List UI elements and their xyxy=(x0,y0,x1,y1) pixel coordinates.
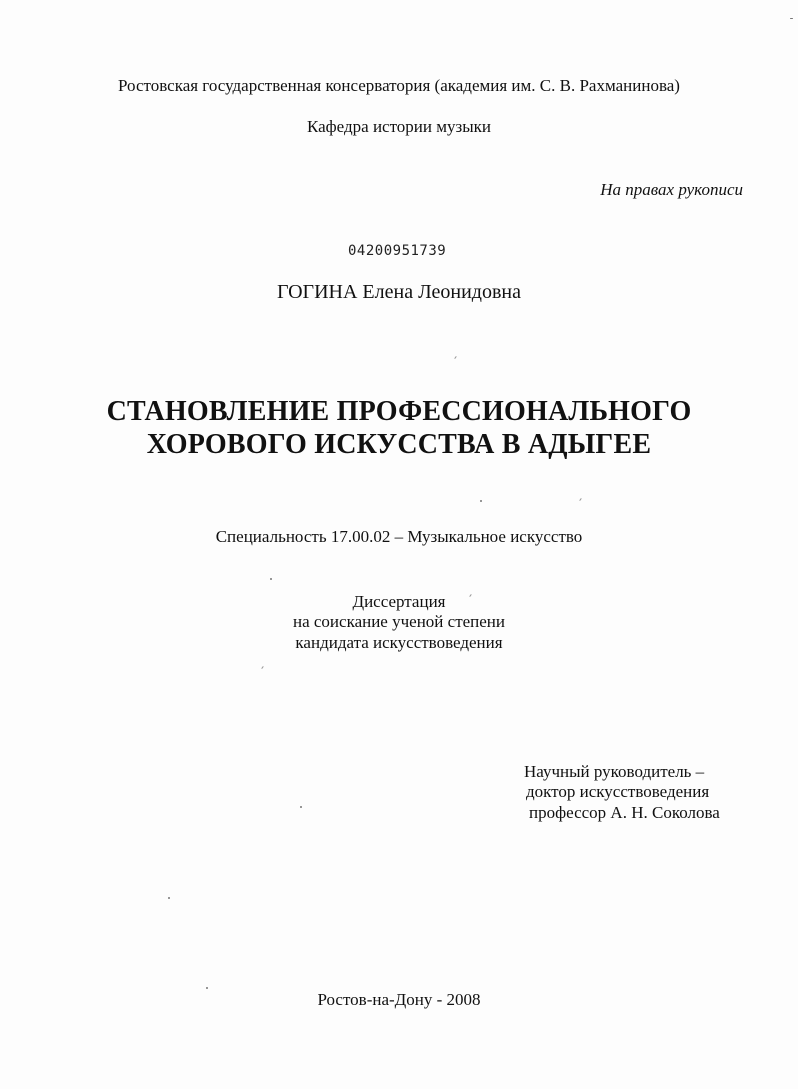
scan-speck xyxy=(790,18,793,19)
scan-speck xyxy=(480,500,482,502)
specialty-line: Специальность 17.00.02 – Музыкальное искусство xyxy=(215,527,583,546)
advisor-line-1: Научный руководитель – xyxy=(524,762,705,781)
scan-speck xyxy=(300,806,302,808)
scan-speck xyxy=(454,356,457,359)
title-line-1: СТАНОВЛЕНИЕ ПРОФЕССИОНАЛЬНОГО xyxy=(106,396,692,427)
scan-speck xyxy=(270,578,272,580)
institution-name: Ростовская государственная консерватория (академия им. С. В. Рахманинова) xyxy=(118,76,680,95)
degree-line-2: кандидата искусствоведения xyxy=(295,633,503,652)
advisor-line-2: доктор искусствоведения xyxy=(526,782,710,801)
dissertation-label: Диссертация xyxy=(352,592,446,611)
advisor-line-3: профессор А. Н. Соколова xyxy=(529,803,720,822)
manuscript-note: На правах рукописи xyxy=(600,180,743,199)
degree-line-1: на соискание ученой степени xyxy=(292,612,506,631)
scan-speck xyxy=(261,666,264,669)
scan-speck xyxy=(168,897,170,899)
author-name: ГОГИНА Елена Леонидовна xyxy=(277,281,521,303)
catalog-number: 04200951739 xyxy=(348,243,447,259)
department-name: Кафедра истории музыки xyxy=(307,117,491,136)
scan-speck xyxy=(206,987,208,989)
city-year: Ростов-на-Дону - 2008 xyxy=(317,990,481,1009)
scan-speck xyxy=(579,498,582,501)
title-line-2: ХОРОВОГО ИСКУССТВА В АДЫГЕЕ xyxy=(146,429,652,460)
